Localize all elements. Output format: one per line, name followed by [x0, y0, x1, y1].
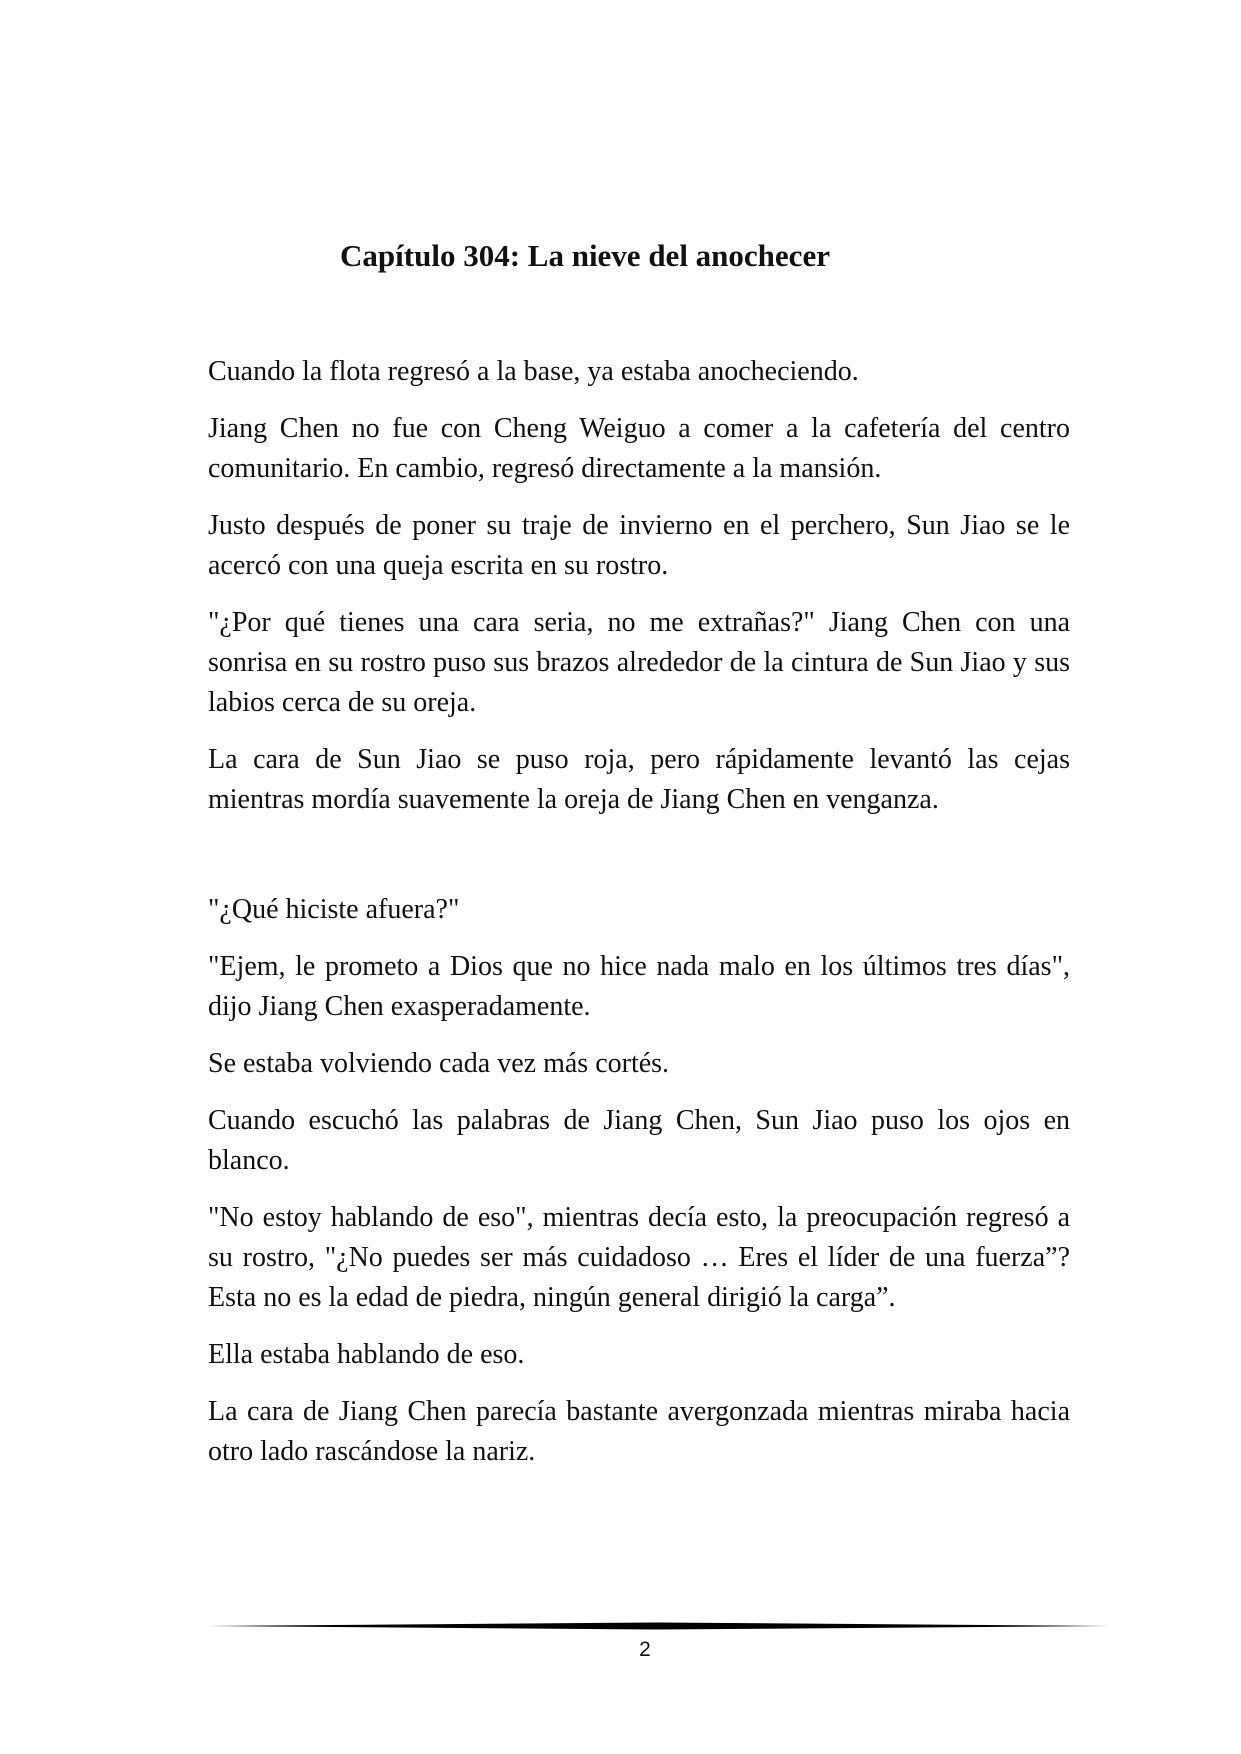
paragraph: Se estaba volviendo cada vez más cortés. [208, 1048, 670, 1079]
paragraph: "No estoy hablando de eso", mientras decía esto, la preocupación regresó a su rostro, "¿No puedes ser más cuidadoso … Eres el líder de una fuerza”? Esta no es la edad de piedra, ningún general dirigió la carga”. [208, 1202, 1070, 1313]
body-text [208, 352, 1070, 1489]
paragraph: "Ejem, le prometo a Dios que no hice nada malo en los últimos tres días", dijo Jiang Chen exasperadamente. [208, 951, 1070, 1022]
paragraph: Justo después de poner su traje de invierno en el perchero, Sun Jiao se le acercó con una queja escrita en su rostro. [208, 510, 1070, 581]
paragraph: "¿Qué hiciste afuera?" [208, 894, 460, 925]
paragraph: Jiang Chen no fue con Cheng Weiguo a comer a la cafetería del centro comunitario. En cambio, regresó directamente a la mansión. [208, 413, 1070, 484]
paragraph: La cara de Jiang Chen parecía bastante avergonzada mientras miraba hacia otro lado rascándose la nariz. [208, 1396, 1070, 1467]
chapter-title: Capítulo 304: La nieve del anochecer [340, 238, 830, 273]
paragraph: "¿Por qué tienes una cara seria, no me extrañas?" Jiang Chen con una sonrisa en su rostro puso sus brazos alrededor de la cintura de Sun Jiao y sus labios cerca de su oreja. [208, 607, 1070, 718]
paragraph: Ella estaba hablando de eso. [208, 1339, 525, 1370]
footer-divider [208, 1622, 1110, 1630]
paragraph: Cuando escuchó las palabras de Jiang Chen, Sun Jiao puso los ojos en blanco. [208, 1105, 1070, 1176]
paragraph: Cuando la flota regresó a la base, ya estaba anocheciendo. [208, 356, 859, 387]
paragraph: La cara de Sun Jiao se puso roja, pero rápidamente levantó las cejas mientras mordía suavemente la oreja de Jiang Chen en venganza. [208, 744, 1070, 815]
page-number: 2 [639, 1638, 651, 1661]
